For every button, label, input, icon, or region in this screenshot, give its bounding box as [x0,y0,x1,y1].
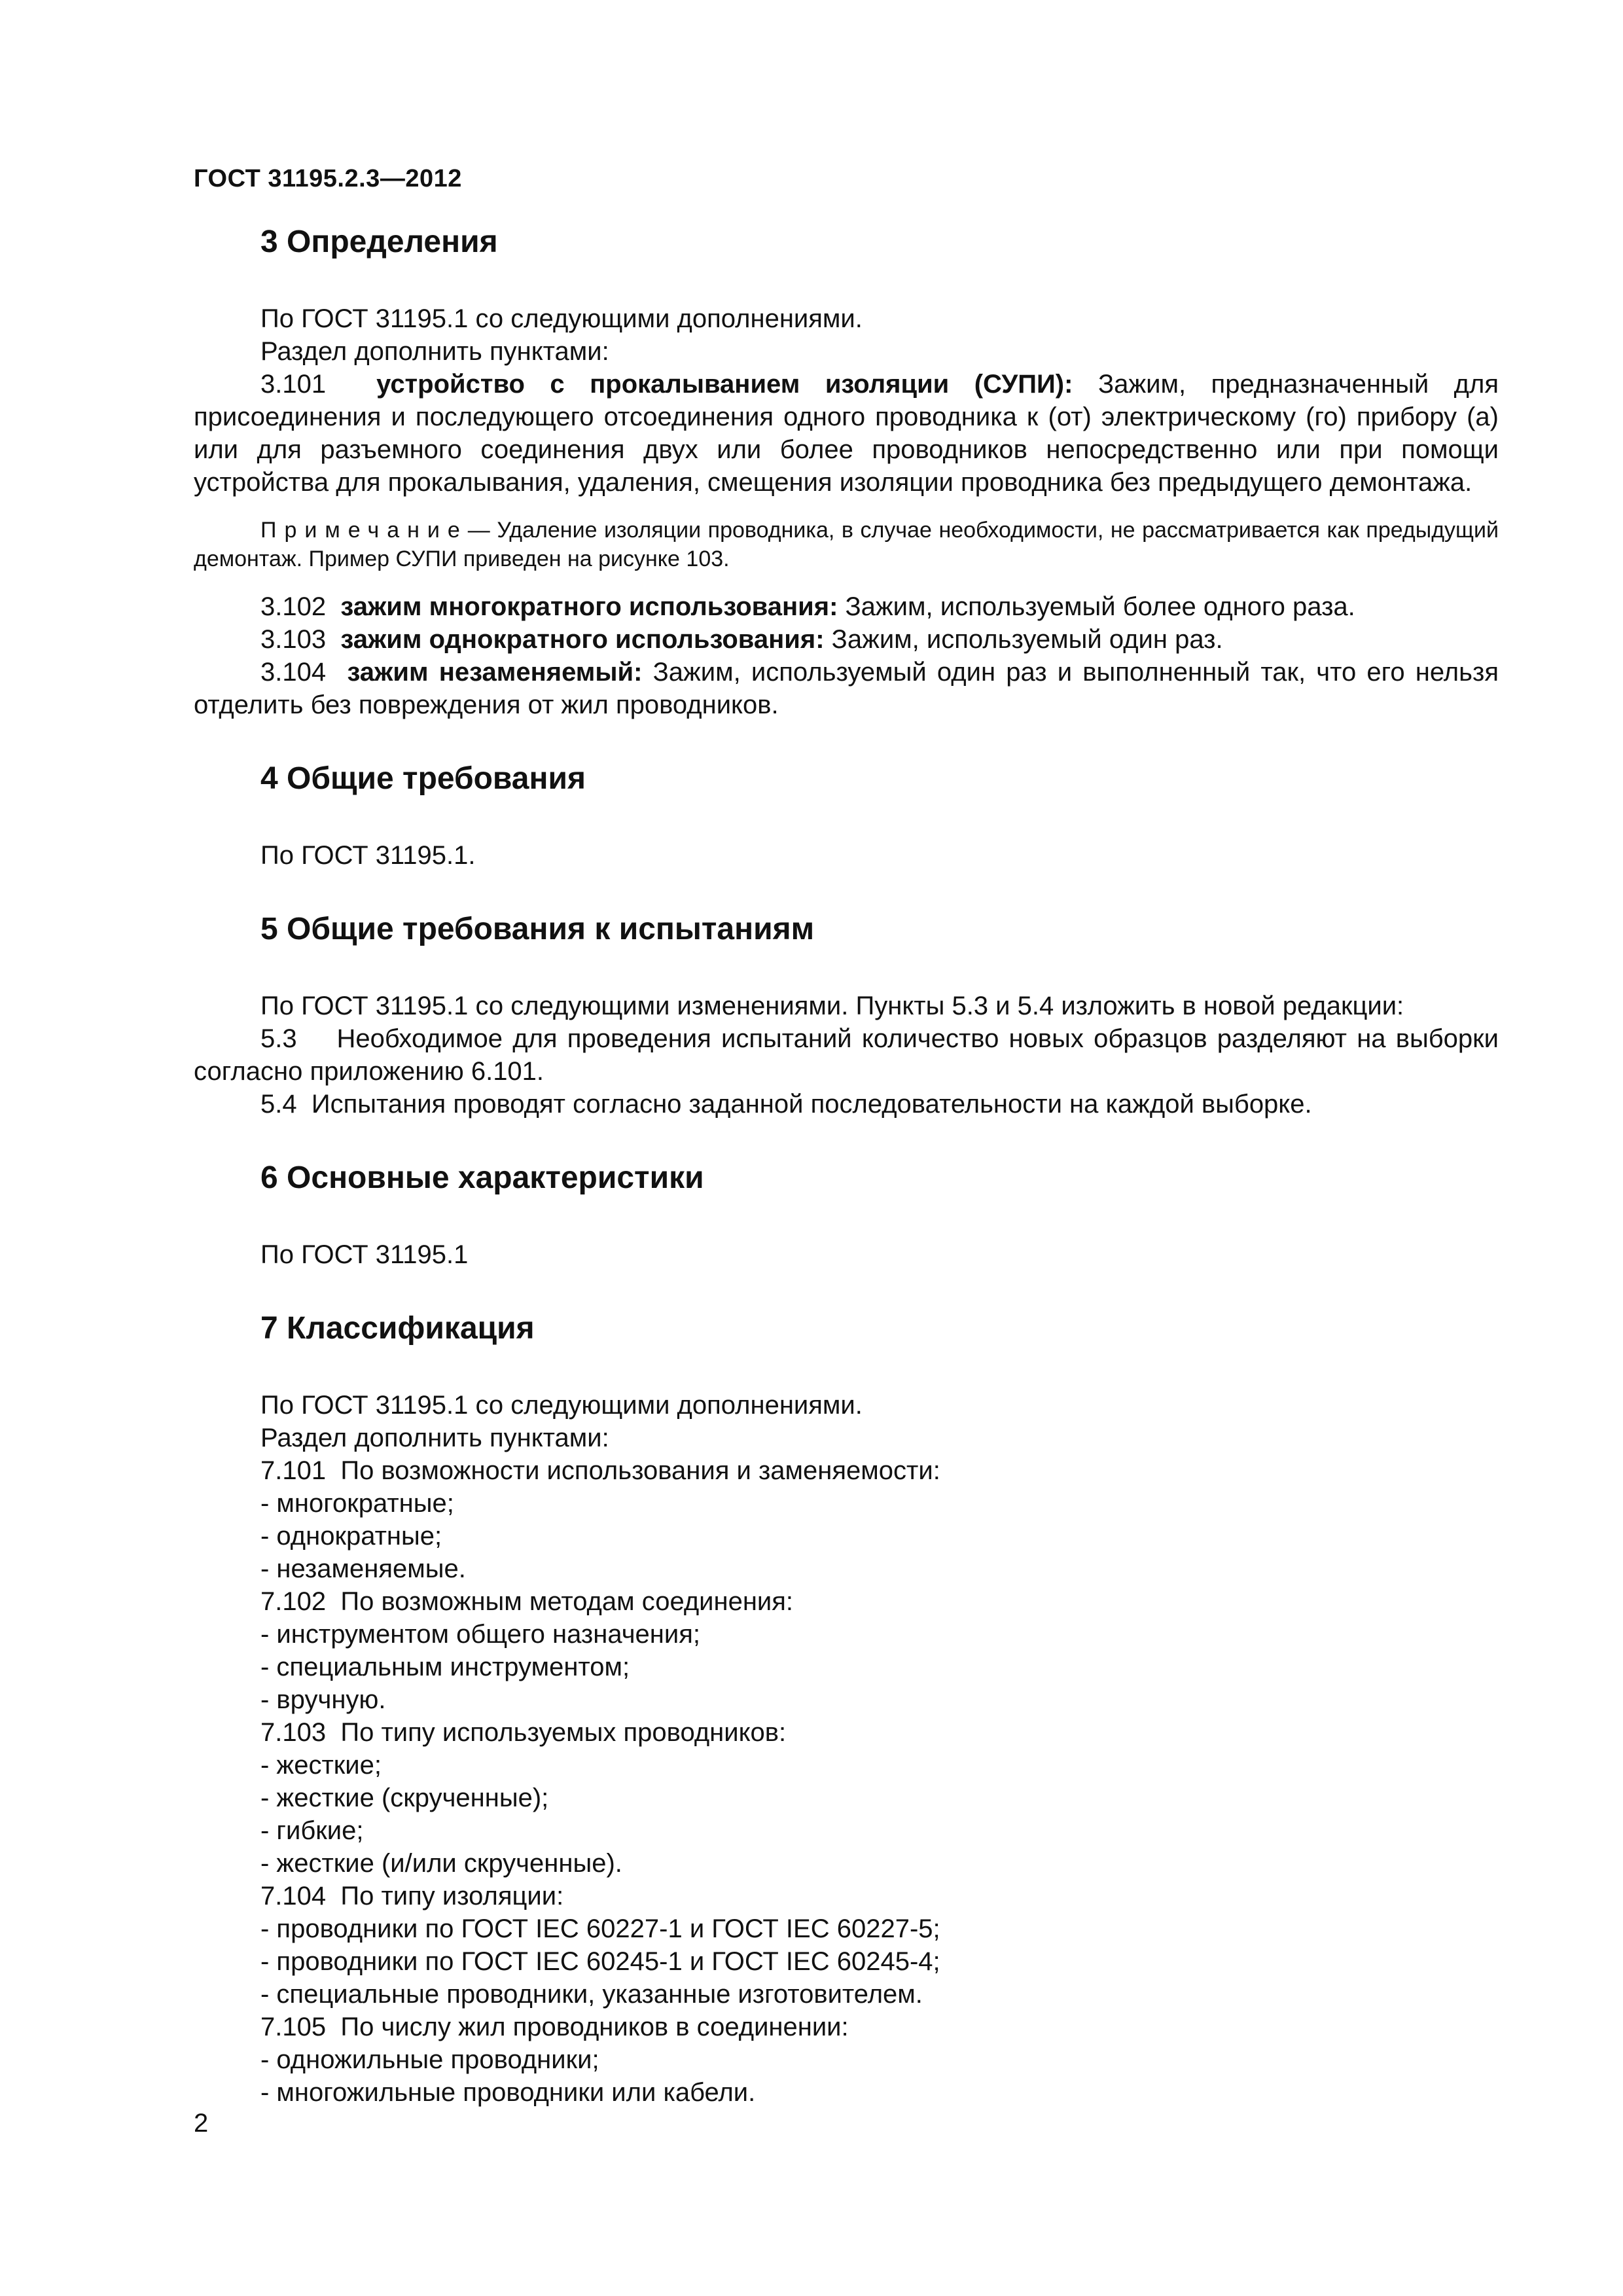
list-item: - многократные; [260,1489,454,1518]
section-heading: 4 Общие требования [260,761,586,796]
list-item: - жесткие (и/или скрученные). [260,1849,622,1878]
clause-title: По возможным методам соединения: [340,1587,794,1616]
clause-number: 5.3 [260,1024,297,1053]
definition-term: зажим многократного использования: [340,592,838,621]
clause-7-101 [194,1454,1499,1487]
clause-7-105 [194,2011,1499,2043]
list-item: - жесткие (скрученные); [260,1784,549,1812]
section-classification [194,1309,1499,2109]
section-main-characteristics [194,1158,1499,1271]
list-item: - жесткие; [260,1751,382,1780]
list-item: - специальные проводники, указанные изготовителем. [260,1980,923,2009]
definition-3-102 [194,590,1499,623]
paragraph: Раздел дополнить пунктами: [260,337,609,366]
list-item: - специальным инструментом; [260,1653,630,1681]
clause-number: 7.105 [260,2013,327,2041]
definition-3-101 [194,368,1499,499]
clause-7-104 [194,1880,1499,1912]
paragraph: Раздел дополнить пунктами: [260,1424,609,1452]
clause-number: 3.103 [260,625,327,654]
paragraph: По ГОСТ 31195.1 со следующими дополнениями. [260,1391,863,1420]
clause-number: 7.103 [260,1718,327,1747]
paragraph: По ГОСТ 31195.1 [260,1240,469,1269]
list-item: - однократные; [260,1522,442,1551]
clause-number: 7.104 [260,1882,327,1910]
clause-number: 3.104 [260,658,327,687]
clause-text: Испытания проводят согласно заданной последовательности на каждой выборке. [311,1090,1312,1119]
definition-text: Зажим, используемый один раз. [831,625,1223,654]
clause-5-4 [194,1088,1499,1121]
clause-number: 7.102 [260,1587,327,1616]
list-item: - вручную. [260,1685,386,1714]
definition-term: зажим незаменяемый: [347,658,643,687]
clause-7-102 [194,1585,1499,1618]
clause-title: По возможности использования и заменяемости: [340,1456,940,1485]
definition-text: Зажим, предназначенный для присоединения и последующего отсоединения одного проводника к (от) электрическому (го) прибору (а) или для разъемного соединения двух или более проводников непосредственно или при помощи устройства для прокалывания, удаления, смещения изоляции проводника без предыдущего демонтажа. [194,370,1499,497]
list-item: - многожильные проводники или кабели. [260,2078,756,2107]
list-item: - инструментом общего назначения; [260,1620,701,1649]
clause-text: Необходимое для проведения испытаний количество новых образцов разделяют на выборки согласно приложению 6.101. [194,1024,1499,1086]
note-text: — Удаление изоляции проводника, в случае необходимости, не рассматривается как предыдущий демонтаж. Пример СУПИ приведен на рисунке 103. [194,518,1499,571]
clause-5-3 [194,1022,1499,1088]
paragraph: По ГОСТ 31195.1 со следующими изменениями. Пункты 5.3 и 5.4 изложить в новой редакции: [260,992,1404,1020]
document-header-id: ГОСТ 31195.2.3—2012 [194,165,462,192]
section-heading: 3 Определения [260,224,498,259]
section-test-requirements [194,910,1499,1121]
clause-title: По типу используемых проводников: [340,1718,787,1747]
list-item: - одножильные проводники; [260,2045,599,2074]
list-item: - гибкие; [260,1816,364,1845]
definition-term: зажим однократного использования: [340,625,825,654]
definition-3-104 [194,656,1499,721]
page-number: 2 [194,2109,209,2138]
list-item: - незаменяемые. [260,1554,466,1583]
clause-title: По типу изоляции: [340,1882,564,1910]
clause-number: 3.102 [260,592,327,621]
note [194,516,1499,573]
definition-text: Зажим, используемый один раз и выполненный так, что его нельзя отделить без повреждения от жил проводников. [194,658,1499,719]
list-item: - проводники по ГОСТ IEC 60227-1 и ГОСТ IEC 60227-5; [260,1914,940,1943]
section-heading: 5 Общие требования к испытаниям [260,912,815,946]
clause-number: 3.101 [260,370,327,399]
document-content [194,223,1499,2109]
clause-7-103 [194,1716,1499,1749]
section-heading: 6 Основные характеристики [260,1160,704,1195]
paragraph: По ГОСТ 31195.1 со следующими дополнениями. [260,304,863,333]
clause-number: 7.101 [260,1456,327,1485]
paragraph: По ГОСТ 31195.1. [260,841,476,870]
section-definitions [194,223,1499,721]
definition-text: Зажим, используемый более одного раза. [845,592,1355,621]
list-item: - проводники по ГОСТ IEC 60245-1 и ГОСТ IEC 60245-4; [260,1947,940,1976]
section-general-requirements [194,759,1499,872]
clause-number: 5.4 [260,1090,297,1119]
clause-title: По числу жил проводников в соединении: [340,2013,849,2041]
definition-3-103 [194,623,1499,656]
definition-term: устройство с прокалыванием изоляции (СУПИ): [376,370,1073,399]
note-label: Примечание [260,518,468,543]
section-heading: 7 Классификация [260,1311,535,1346]
